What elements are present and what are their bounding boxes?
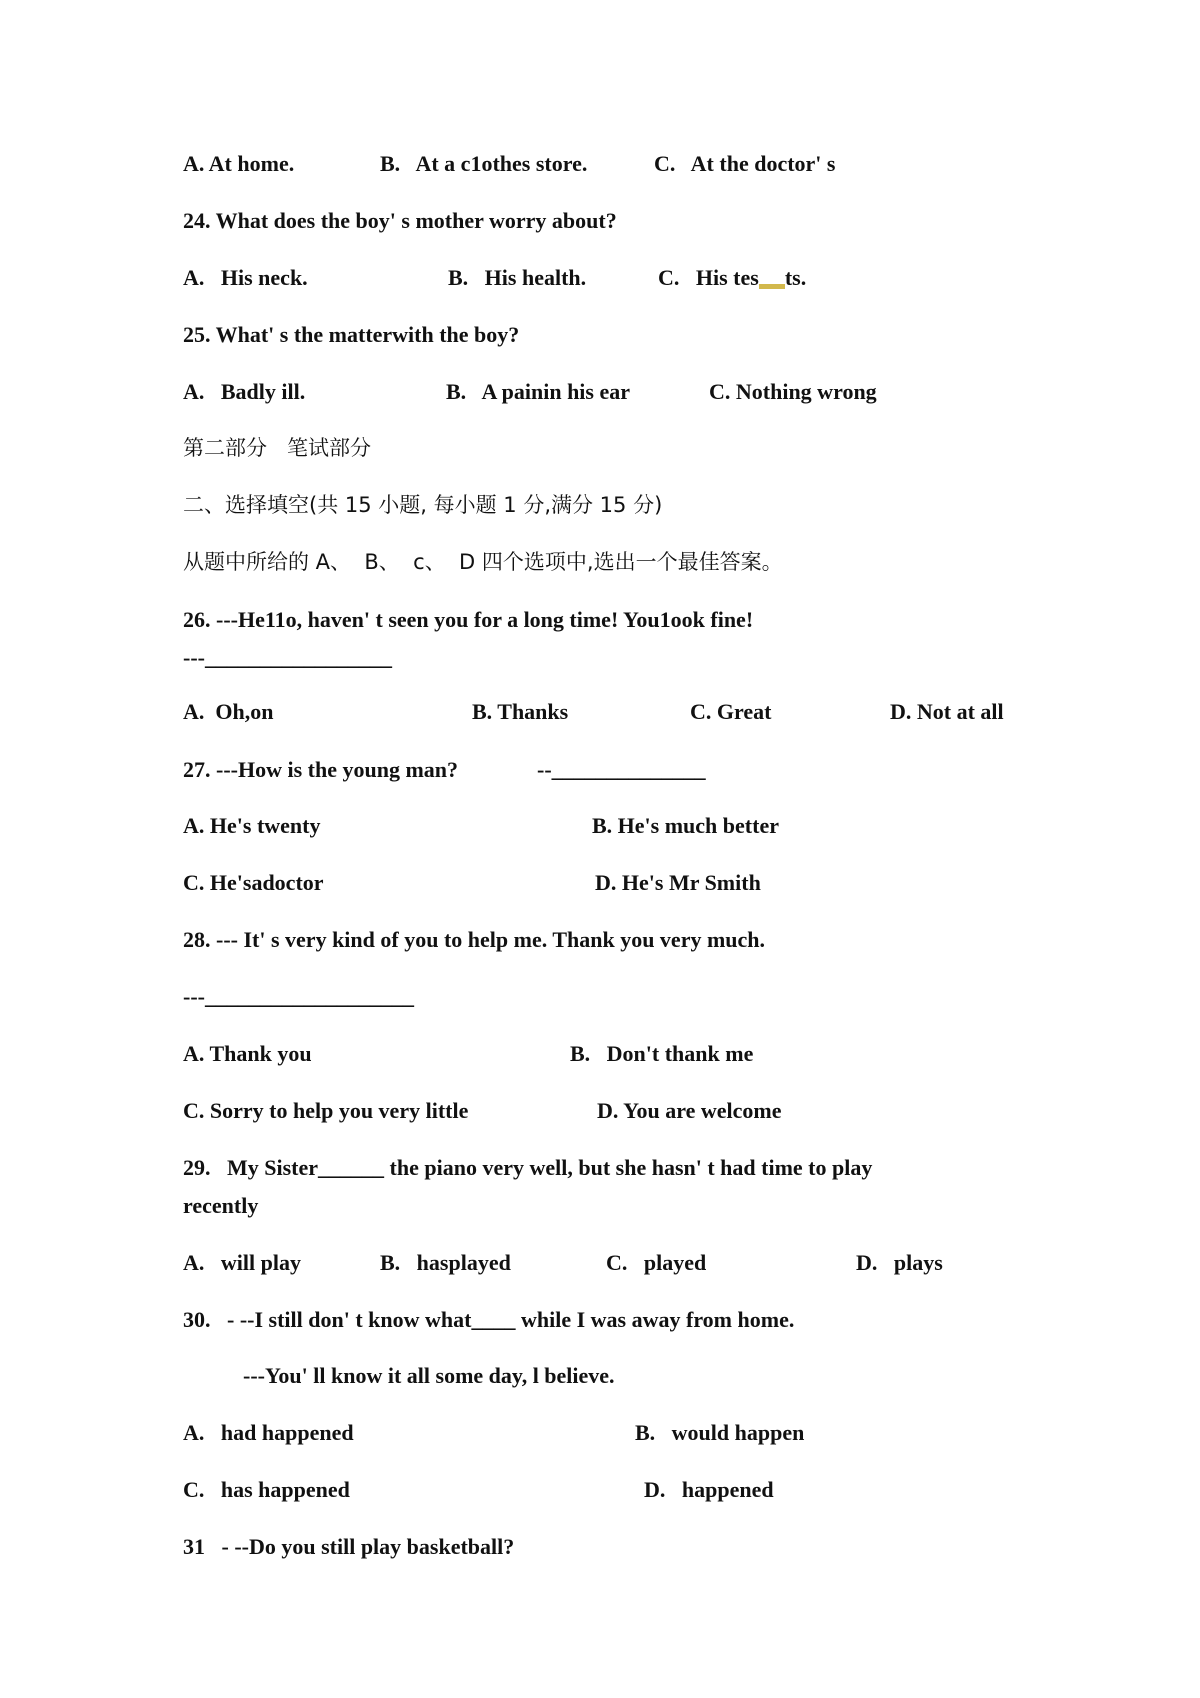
q25-option-c: C. Nothing wrong	[709, 379, 877, 404]
q30-option-a: A. had happened	[183, 1420, 354, 1445]
section-title: 第二部分 笔试部分	[183, 436, 372, 460]
q26-stem: 26. ---He11o, haven' t seen you for a long time! You1ook fine!	[183, 607, 754, 632]
q24-stem: 24. What does the boy' s mother worry about?	[183, 208, 617, 233]
q29-option-b: B. hasplayed	[380, 1250, 511, 1275]
section-heading: 二、选择填空(共 15 小题, 每小题 1 分,满分 15 分)	[183, 493, 663, 517]
q23-option-c: C. At the doctor' s	[654, 151, 836, 176]
q30-option-c: C. has happened	[183, 1477, 350, 1502]
q24-option-b: B. His health.	[448, 265, 587, 290]
q29-stem: 29. My Sister______ the piano very well, but she hasn' t had time to play	[183, 1155, 873, 1180]
q24-option-c-part2: ts.	[784, 265, 807, 290]
q29-stem-continued: recently	[183, 1193, 259, 1218]
q26-option-c: C. Great	[690, 699, 772, 724]
q29-option-d: D. plays	[856, 1250, 943, 1275]
q27-stem: 27. ---How is the young man?	[183, 757, 459, 782]
q25-stem: 25. What' s the matterwith the boy?	[183, 322, 520, 347]
section-instruction: 从题中所给的 A、 B、 c、 D 四个选项中,选出一个最佳答案。	[183, 550, 783, 574]
q28-option-b: B. Don't thank me	[570, 1041, 754, 1066]
q26-option-d: D. Not at all	[890, 699, 1004, 724]
q26-option-b: B. Thanks	[472, 699, 569, 724]
q29-option-a: A. will play	[183, 1250, 301, 1275]
q27-option-a: A. He's twenty	[183, 813, 321, 838]
q30-response: ---You' ll know it all some day, l believe.	[243, 1363, 615, 1388]
q27-response: --______________	[537, 757, 706, 782]
q23-option-a: A. At home.	[183, 151, 295, 176]
q24-option-c-part1: C. His tes	[658, 265, 759, 290]
q27-option-c: C. He'sadoctor	[183, 870, 324, 895]
q23-option-b: B. At a c1othes store.	[380, 151, 588, 176]
q25-option-a: A. Badly ill.	[183, 379, 306, 404]
q27-option-b: B. He's much better	[592, 813, 779, 838]
q28-option-d: D. You are welcome	[597, 1098, 782, 1123]
q26-response: ---_________________	[183, 645, 392, 670]
q31-stem: 31 - --Do you still play basketball?	[183, 1534, 515, 1559]
q29-option-c: C. played	[606, 1250, 707, 1275]
q28-stem: 28. --- It' s very kind of you to help me. Thank you very much.	[183, 927, 766, 952]
q28-response: ---___________________	[183, 984, 414, 1009]
q25-option-b: B. A painin his ear	[446, 379, 631, 404]
q27-option-d: D. He's Mr Smith	[595, 870, 761, 895]
q30-option-b: B. would happen	[635, 1420, 805, 1445]
q24-option-a: A. His neck.	[183, 265, 308, 290]
q30-stem: 30. - --I still don' t know what____ while I was away from home.	[183, 1307, 795, 1332]
q28-option-c: C. Sorry to help you very little	[183, 1098, 469, 1123]
q28-option-a: A. Thank you	[183, 1041, 312, 1066]
q24-option-c	[658, 265, 806, 291]
highlight-mark	[759, 284, 785, 289]
q30-option-d: D. happened	[644, 1477, 774, 1502]
q26-option-a: A. Oh,on	[183, 699, 274, 724]
